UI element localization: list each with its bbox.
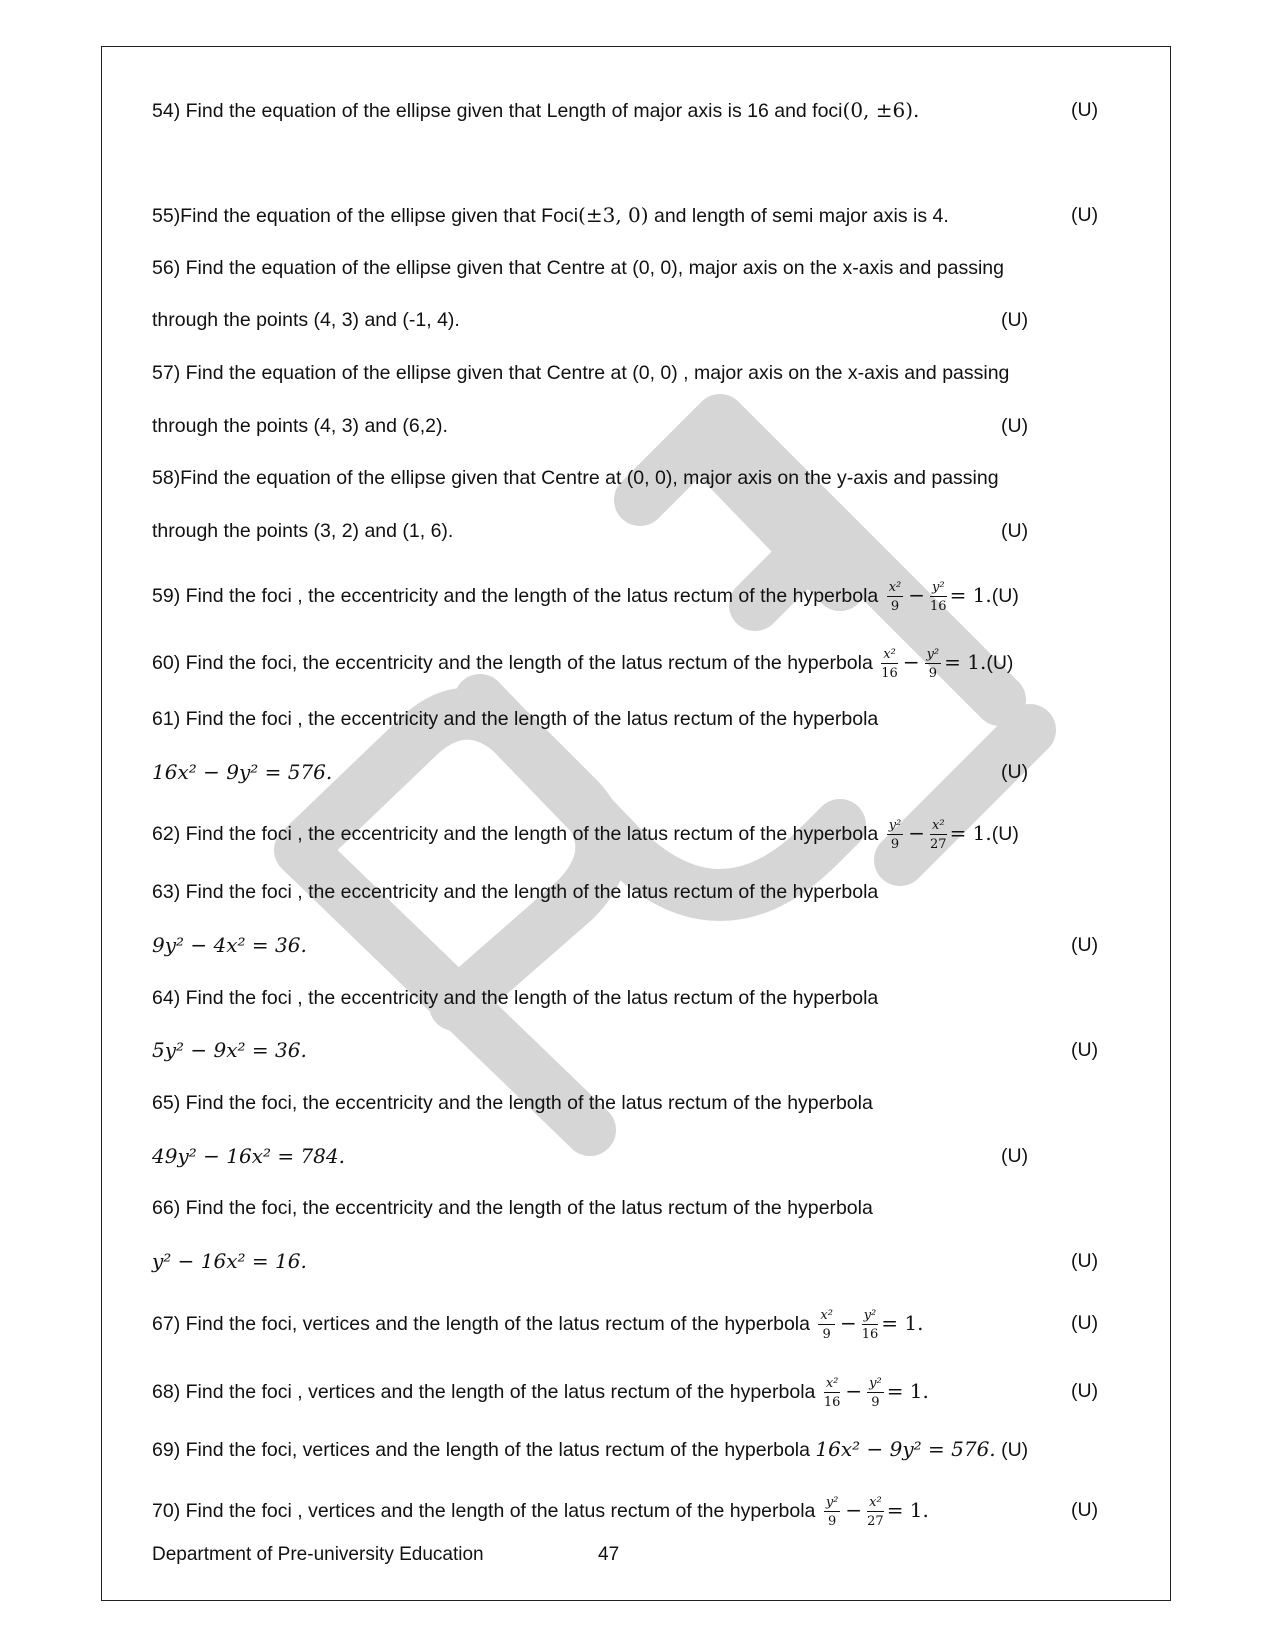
fraction: $\frac{\text{x²}}{27}$: [930, 817, 947, 852]
fraction: $\frac{\text{y²}}{9}$: [869, 1375, 882, 1410]
question-57-line-1: 57) Find the equation of the ellipse given that Centre at (0, 0) , major axis on the x-axis and passing: [152, 362, 1010, 384]
question-54: 54) Find the equation of the ellipse given that Length of major axis is 16 and foci(0, ±6).: [152, 98, 920, 122]
fraction: $\frac{\text{x²}}{9}$: [820, 1307, 833, 1342]
fraction: $\frac{\text{y²}}{9}$: [926, 646, 940, 681]
question-58-tag: (U): [1001, 520, 1029, 542]
footer-page-number: 47: [598, 1544, 620, 1565]
question-57-tag: (U): [1001, 415, 1029, 437]
question-56-line-1: 56) Find the equation of the ellipse given that Centre at (0, 0), major axis on the x-axis and passing: [152, 257, 1004, 279]
question-58-line-2: through the points (3, 2) and (1, 6).: [152, 520, 454, 542]
question-68-tag: (U): [1071, 1380, 1099, 1402]
question-56-tag: (U): [1001, 309, 1029, 331]
question-67: 67) Find the foci, vertices and the length of the latus rectum of the hyperbola $\frac{\text{x²}}{9}$ − $\frac{\text{y²}}{16}$ = 1.: [152, 1307, 924, 1342]
question-61-line-1: 61) Find the foci , the eccentricity and the length of the latus rectum of the hyperbola: [152, 708, 879, 730]
question-61-equation: 16x² − 9y² = 576.: [152, 760, 333, 784]
footer-department: Department of Pre-university Education: [152, 1544, 484, 1565]
fraction: $\frac{\text{x²}}{16}$: [823, 1375, 841, 1410]
question-60: 60) Find the foci, the eccentricity and the length of the latus rectum of the hyperbola $\frac{\text{x²}}{16}$ − $\frac{\text{y²}}{9}$ = 1.(U): [152, 646, 1014, 681]
question-65-tag: (U): [1001, 1145, 1029, 1167]
question-54-tag: (U): [1071, 99, 1099, 121]
fraction: $\frac{\text{y²}}{9}$: [888, 817, 902, 852]
question-64-tag: (U): [1071, 1039, 1099, 1061]
question-62: 62) Find the foci , the eccentricity and the length of the latus rectum of the hyperbola $\frac{\text{y²}}{9}$ − $\frac{\text{x²}}{27}$ = 1.(U): [152, 817, 1019, 852]
question-69: 69) Find the foci, vertices and the length of the latus rectum of the hyperbola 16x² − 9y² = 576. (U): [152, 1437, 1029, 1461]
question-64-line-1: 64) Find the foci , the eccentricity and the length of the latus rectum of the hyperbola: [152, 987, 879, 1009]
question-57-line-2: through the points (4, 3) and (6,2).: [152, 415, 448, 437]
fraction: $\frac{\text{x²}}{9}$: [888, 579, 902, 614]
question-63-tag: (U): [1071, 934, 1099, 956]
question-55: 55)Find the equation of the ellipse given that Foci(±3, 0) and length of semi major axis is 4.: [152, 203, 949, 227]
question-66-tag: (U): [1071, 1250, 1099, 1272]
question-61-tag: (U): [1001, 761, 1029, 783]
question-56-line-2: through the points (4, 3) and (-1, 4).: [152, 309, 460, 331]
question-55-tag: (U): [1071, 204, 1099, 226]
question-65-equation: 49y² − 16x² = 784.: [152, 1144, 345, 1168]
question-63-line-1: 63) Find the foci , the eccentricity and the length of the latus rectum of the hyperbola: [152, 881, 879, 903]
question-66-equation: y² − 16x² = 16.: [152, 1249, 307, 1273]
question-59: 59) Find the foci , the eccentricity and the length of the latus rectum of the hyperbola $\frac{\text{x²}}{9}$ − $\frac{\text{y²}}{16}$ = 1.(U): [152, 579, 1019, 614]
question-65-line-1: 65) Find the foci, the eccentricity and the length of the latus rectum of the hyperbola: [152, 1092, 873, 1114]
question-67-tag: (U): [1071, 1312, 1099, 1334]
question-64-equation: 5y² − 9x² = 36.: [152, 1038, 307, 1062]
question-66-line-1: 66) Find the foci, the eccentricity and the length of the latus rectum of the hyperbola: [152, 1197, 873, 1219]
question-70-tag: (U): [1071, 1499, 1099, 1521]
question-58-line-1: 58)Find the equation of the ellipse given that Centre at (0, 0), major axis on the y-axis and passing: [152, 467, 999, 489]
fraction: $\frac{\text{y²}}{9}$: [825, 1494, 839, 1529]
fraction: $\frac{\text{y²}}{16}$: [930, 579, 947, 614]
fraction: $\frac{\text{x²}}{16}$: [881, 646, 898, 681]
question-63-equation: 9y² − 4x² = 36.: [152, 933, 307, 957]
fraction: $\frac{\text{y²}}{16}$: [861, 1307, 879, 1342]
question-70: 70) Find the foci , vertices and the length of the latus rectum of the hyperbola $\frac{\text{y²}}{9}$ − $\frac{\text{x²}}{27}$ = 1.: [152, 1494, 929, 1529]
fraction: $\frac{\text{x²}}{27}$: [867, 1494, 884, 1529]
question-68: 68) Find the foci , vertices and the length of the latus rectum of the hyperbola $\frac{\text{x²}}{16}$ − $\frac{\text{y²}}{9}$ = 1.: [152, 1375, 929, 1410]
